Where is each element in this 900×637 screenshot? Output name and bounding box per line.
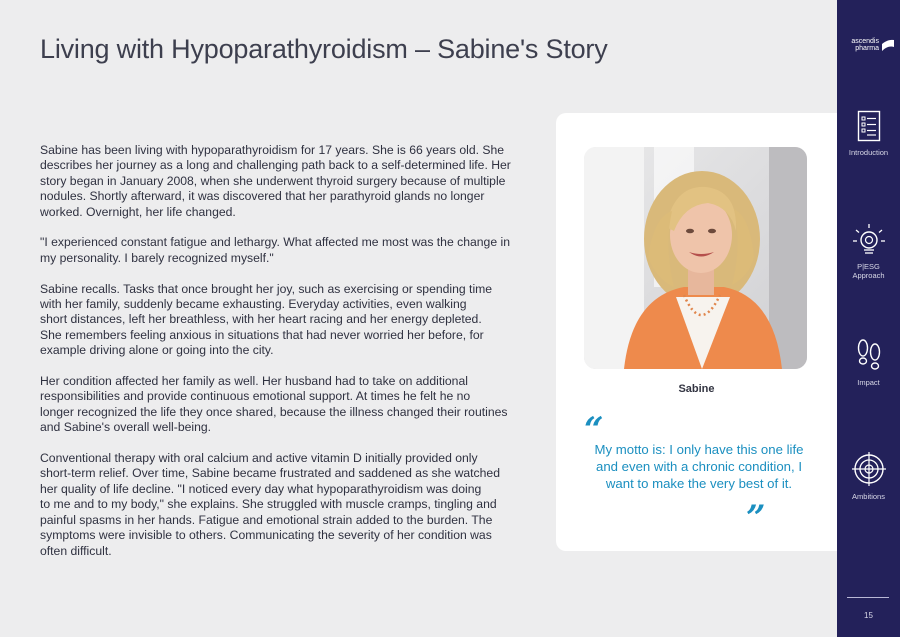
sidebar-item-label: Impact [857,378,880,387]
logo-text [843,38,879,52]
portrait-photo [584,147,807,369]
sidebar-item-impact[interactable] [837,338,900,387]
story-body [40,143,532,574]
close-quote-mark: ” [746,498,766,538]
paragraph: Sabine recalls. Tasks that once brought her joy, such as exercising or spending time with her family, suddenly became exhausting. Everyday activities, even walking short distances, left her breathless, with her heart racing and her energy depleted. She remembers feeling anxious in situations that had never worried her before, for example driving alone or going into the city. [40,281,493,358]
quote-text: My motto is: I only have this one life and even with a chronic condition, I want to make the very best of it. [594,442,804,492]
sidebar-item-pesg-approach[interactable] [837,222,900,280]
paragraph: Conventional therapy with oral calcium and active vitamin D initially provided only short-term relief. Over time, Sabine became frustrated and saddened as she watched her quality of life decline. "I noticed every day what hypoparathyroidism was doing to me and to my body," she explains. She struggled with muscle cramps, tingling and painful spasms in her hands. Fatigue and emotional strain added to the burden. The symptoms were invisible to others. Communicating the severity of her condition was often difficult. [40,451,500,558]
target-icon [852,452,886,486]
sidebar-item-introduction[interactable] [837,110,900,157]
page-number: 15 [864,611,873,620]
page-title: Living with Hypoparathyroidism – Sabine's Story [40,34,608,64]
ascendis-logo[interactable] [843,38,895,56]
logo-line-1: ascendis [851,38,879,45]
sidebar-divider [847,597,889,598]
logo-line-2: pharma [855,45,879,52]
sidebar-item-label: P|ESG Approach [852,262,885,280]
sidebar-item-ambitions[interactable] [837,452,900,501]
sidebar-item-label: Ambitions [852,492,885,501]
paragraph: "I experienced constant fatigue and lethargy. What affected me most was the change in my personality. I barely recognized myself." [40,235,510,265]
profile-card [556,113,837,551]
paragraph: Sabine has been living with hypoparathyroidism for 17 years. She is 66 years old. She describes her journey as a long and challenging path back to a self-determined life. Her story began in January 2008, when she underwent thyroid surgery because of multiple nodules. Shortly afterward, it was discovered that her parathyroid glands no longer worked. Overnight, her life changed. [40,143,511,219]
document-list-icon [857,110,881,142]
lightbulb-gear-icon [852,222,886,256]
sidebar-nav [837,0,900,637]
sidebar-item-label: Introduction [848,148,889,157]
open-quote-mark: “ [584,410,604,450]
paragraph: Her condition affected her family as well. Her husband had to take on additional responsibilities and provide continuous emotional support. At times he felt he no longer recognized the life they once shared, because the illness changed their routines and Sabine's overall well-being. [40,374,508,435]
footprints-icon [855,338,883,372]
logo-mark-icon [881,39,895,52]
photo-caption: Sabine [678,383,715,395]
